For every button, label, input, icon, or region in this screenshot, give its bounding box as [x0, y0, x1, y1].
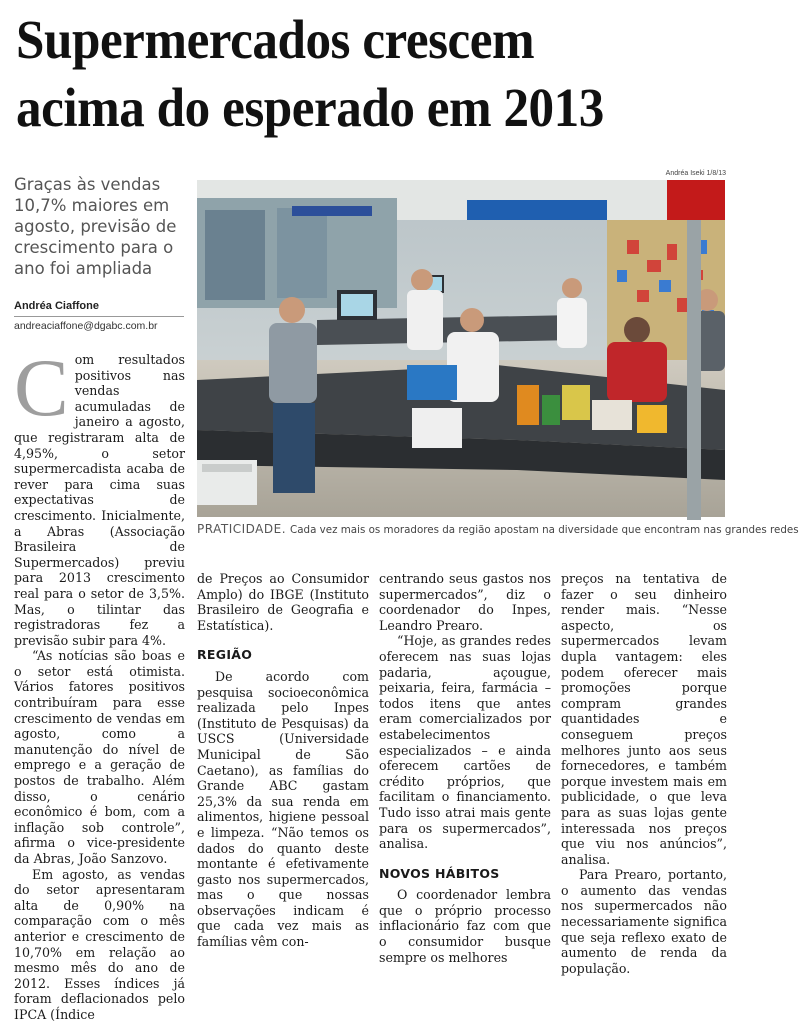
article-column-3	[379, 571, 551, 965]
article-paragraph: Com resultados positivos nas vendas acumuladas de janeiro a agosto, que registraram alta de 4,95%, o setor supermercadista acaba de rever para cima suas expectativas de crescimento. Inicialmente, a Abras (Associação Brasileira de Supermercados) previu para 2013 crescimento real para o setor de 3,5%. Mas, o tilintar das registradoras fez a previsão subir para 4%.	[14, 342, 185, 648]
caption-text: Cada vez mais os moradores da região apostam na diversidade que encontram nas grandes redes	[290, 524, 799, 536]
author-email[interactable]: andreaciaffone@dgabc.com.br	[14, 320, 158, 332]
article-paragraph: Para Prearo, portanto, o aumento das vendas nos supermercados não necessariamente significa que seja reflexo exato de aumento de renda da população.	[561, 867, 727, 976]
byline-divider	[14, 316, 184, 317]
headline-line-1: Supermercados crescem	[16, 9, 535, 70]
article-paragraph: O coordenador lembra que o próprio processo inflacionário faz com que o consumidor busque sempre os melhores	[379, 887, 551, 965]
drop-cap: C	[14, 342, 69, 433]
caption-label: PRATICIDADE.	[197, 522, 287, 536]
article-paragraph: De acordo com pesquisa socioeconômica realizada pelo Inpes (Instituto de Pesquisas) da USCS (Universidade Municipal de São Caetano), as famílias do Grande ABC gastam 25,3% da sua renda em alimentos, higiene pessoal e limpeza. “Não temos os dados do quanto deste montante é efetivamente gasto nos supermercados, mas o que nossas observações indicam é que cada vez mais as famílias vêm con-	[197, 668, 369, 950]
article-column-1	[14, 342, 185, 1023]
article-photo	[197, 180, 725, 517]
subheadline: Graças às vendas 10,7% maiores em agosto, previsão de crescimento para o ano foi ampliada	[14, 175, 177, 278]
article-paragraph: “Hoje, as grandes redes oferecem nas suas lojas padaria, açougue, peixaria, feira, farmácia – todos itens que antes eram comercializados por estabelecimentos especializados – e ainda oferecem cartões de crédito próprios, que facilitam o financiamento. Tudo isso atrai mais gente para os supermercados”, analisa.	[379, 633, 551, 852]
article-column-2	[197, 571, 369, 950]
article-paragraph-continued: de Preços ao Consumidor Amplo) do IBGE (Instituto Brasileiro de Geografia e Estatística).	[197, 571, 369, 633]
photo-credit: Andréa Iseki 1/8/13	[665, 170, 726, 177]
section-heading-novos-habitos: NOVOS HÁBITOS	[379, 865, 500, 881]
author-name: Andréa Ciaffone	[14, 300, 99, 312]
article-paragraph: “As notícias são boas e o setor está otimista. Vários fatores positivos contribuíram para esse crescimento de vendas em agosto, como a manutenção do nível de emprego e a geração de postos de trabalho. Além disso, o cenário econômico é bom, com a inflação sob controle”, afirma o vice-presidente da Abras, João Sanzovo.	[14, 648, 185, 866]
photo-caption	[197, 522, 799, 536]
byline	[14, 300, 184, 332]
article-column-4	[561, 571, 727, 976]
headline	[16, 6, 678, 142]
section-heading-regiao: REGIÃO	[197, 647, 253, 663]
article-paragraph-continued: centrando seus gastos nos supermercados”, diz o coordenador do Inpes, Leandro Prearo.	[379, 571, 551, 633]
headline-line-2: acima do esperado em 2013	[16, 77, 604, 138]
article-paragraph: Em agosto, as vendas do setor apresentaram alta de 0,90% na comparação com o mês anterior e crescimento de 10,70% em relação ao mesmo mês do ano de 2012. Esses índices já foram deflacionados pelo IPCA (Índice	[14, 866, 185, 1022]
supermarket-checkout-image	[197, 180, 725, 517]
article-paragraph-continued: preços na tentativa de fazer o seu dinheiro render mais. “Nesse aspecto, os supermercados levam dupla vantagem: eles podem oferecer mais promoções porque compram grandes quantidades e conseguem preços melhores junto aos seus fornecedores, e também porque investem mais em publicidade, o que leva para as suas lojas gente interessada nos preços que viu nos anúncios”, analisa.	[561, 571, 727, 867]
